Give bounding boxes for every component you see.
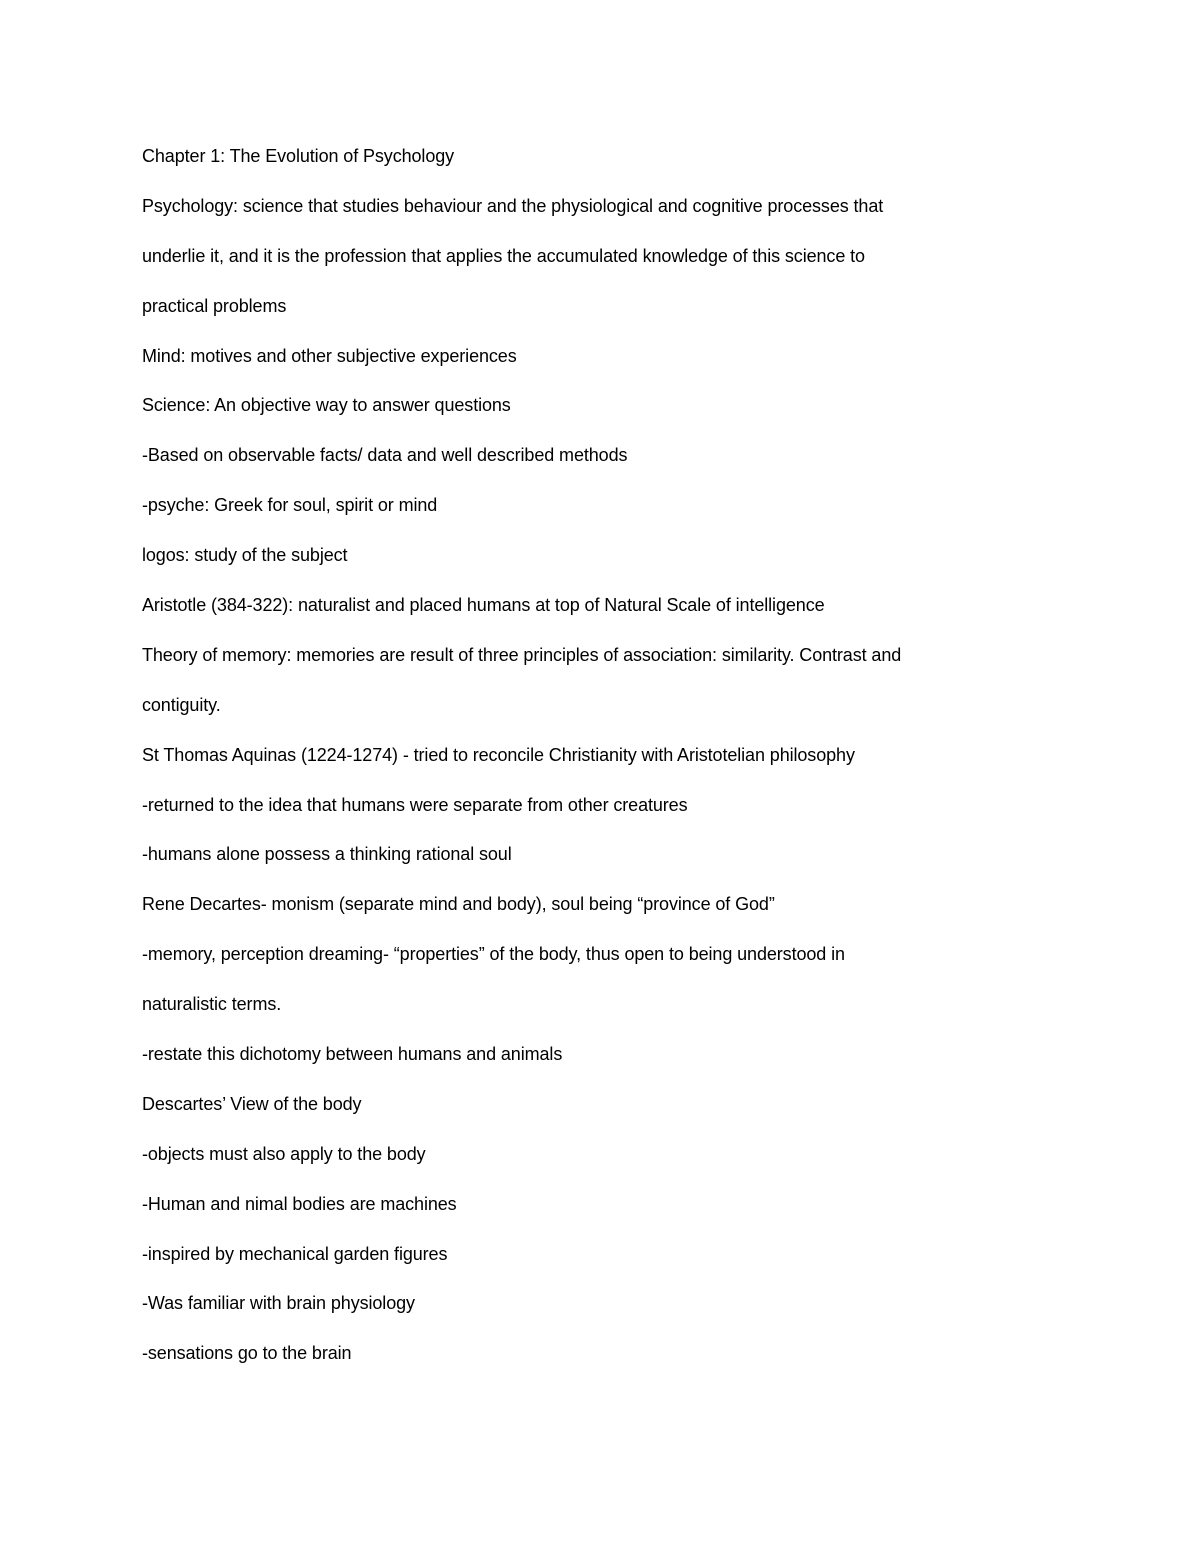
text-line: St Thomas Aquinas (1224-1274) - tried to reconcile Christianity with Aristotelian philosophy [142,744,855,765]
text-line: -sensations go to the brain [142,1343,352,1364]
text-line: Aristotle (384-322): naturalist and placed humans at top of Natural Scale of intelligence [142,595,825,616]
text-line: -psyche: Greek for soul, spirit or mind [142,495,438,516]
text-line: -Human and nimal bodies are machines [142,1193,457,1214]
text-line: Psychology: science that studies behaviour and the physiological and cognitive processes that [142,195,884,216]
text-line: Theory of memory: memories are result of three principles of association: similarity. Contrast and [142,644,902,665]
text-line: contiguity. [142,694,221,715]
text-line: Descartes’ View of the body [142,1093,362,1114]
text-line: -Based on observable facts/ data and well described methods [142,445,628,466]
text-line: -objects must also apply to the body [142,1143,426,1164]
text-line: -inspired by mechanical garden figures [142,1243,448,1264]
chapter-title: Chapter 1: The Evolution of Psychology [142,146,455,166]
text-line: Science: An objective way to answer questions [142,395,511,416]
document-body [142,138,1062,1385]
text-line: underlie it, and it is the profession that applies the accumulated knowledge of this science to [142,245,865,266]
text-line: -restate this dichotomy between humans and animals [142,1044,563,1065]
text-line: -Was familiar with brain physiology [142,1293,415,1314]
text-line: Rene Decartes- monism (separate mind and body), soul being “province of God” [142,894,775,915]
text-line: practical problems [142,295,287,316]
text-line: -memory, perception dreaming- “properties” of the body, thus open to being understood in [142,944,845,965]
text-line: -humans alone possess a thinking rational soul [142,844,512,865]
text-line: Mind: motives and other subjective experiences [142,345,517,366]
text-line: naturalistic terms. [142,994,282,1015]
text-line: logos: study of the subject [142,545,348,566]
text-line: -returned to the idea that humans were separate from other creatures [142,794,688,815]
